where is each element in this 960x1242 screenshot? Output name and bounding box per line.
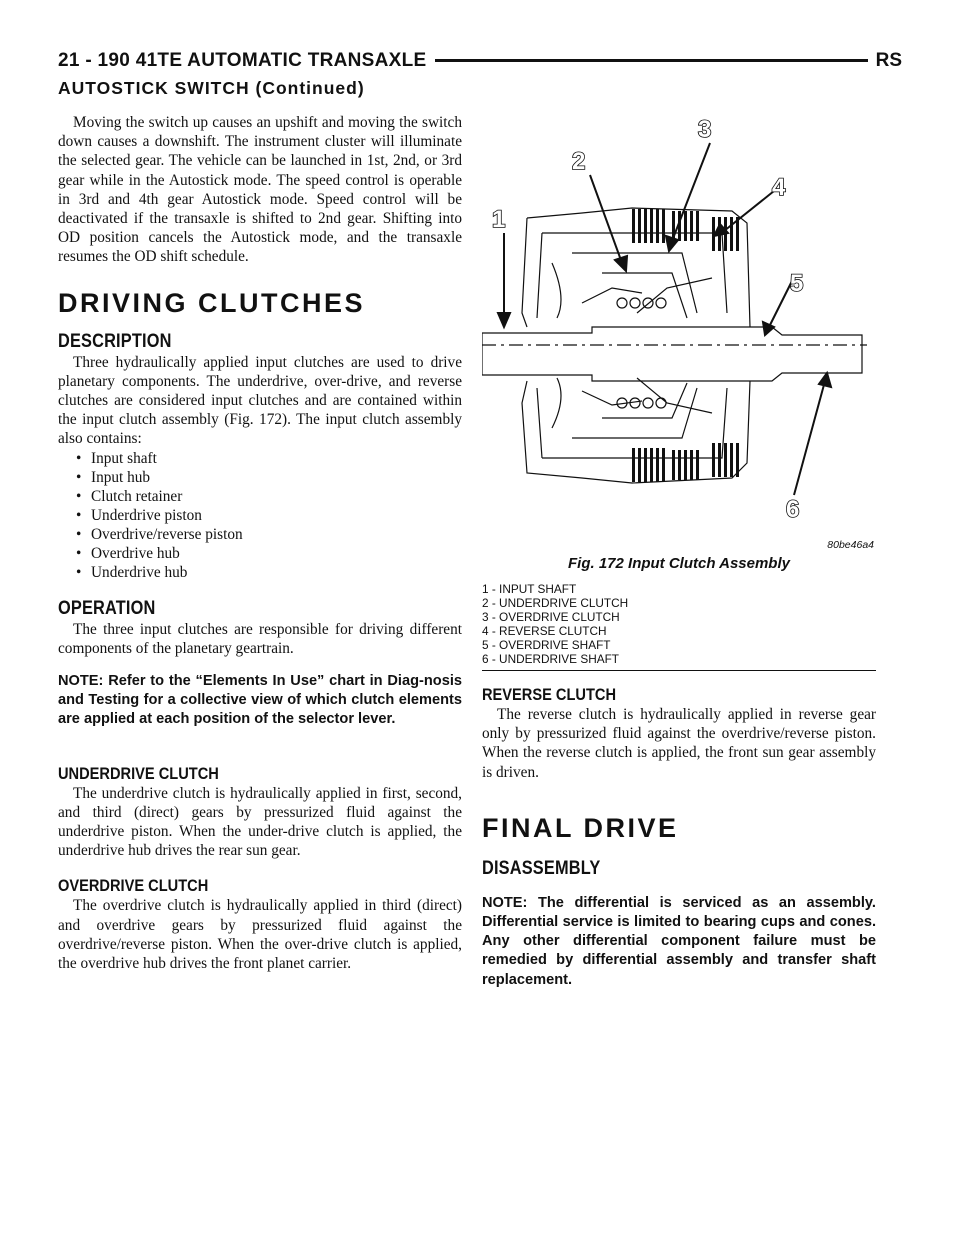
reverse-clutch-heading: REVERSE CLUTCH [482,685,617,704]
operation-paragraph: The three input clutches are responsible for driving different components of the planetary geartrain. [58,620,462,657]
list-item: • Input hub [76,468,151,486]
legend-item: 1 - INPUT SHAFT [482,582,577,596]
description-paragraph: Three hydraulically applied input clutches are used to drive planetary components. The underdrive, over-drive, and reverse clutches are considered input clutches and are contained within the input clutch assembly (Fig. 172). The input clutch assembly also contains: [58,353,462,448]
underdrive-clutch-heading: UNDERDRIVE CLUTCH [58,763,219,783]
callout-4: 4 [772,174,786,201]
figure-code: 80be46a4 [827,539,874,551]
callout-5: 5 [790,270,804,297]
disassembly-heading: DISASSEMBLY [482,857,601,879]
legend-item: 6 - UNDERDRIVE SHAFT [482,652,619,666]
list-item: • Input shaft [76,449,157,467]
autostick-paragraph: Moving the switch up causes an upshift and moving the switch down causes a downshift. The instrument cluster will illuminate the selected gear. The vehicle can be launched in 1st, 2nd, or 3rd gear while in the Autostick mode. The speed control is operable in 3rd and 4th gear Autostick mode. Speed control will be deactivated if the transaxle is shifted to 2nd gear. Shifting into OD position cancels the Autostick mode, and the transaxle resumes the OD shift schedule. [58,114,462,266]
legend-item: 5 - OVERDRIVE SHAFT [482,638,611,652]
callout-6: 6 [786,496,800,523]
page-header [58,50,902,74]
page-number-title: 21 - 190 41TE AUTOMATIC TRANSAXLE [58,50,435,72]
section-title-final-drive: FINAL DRIVE [482,812,679,843]
figure-legend [482,582,876,671]
underdrive-paragraph: The underdrive clutch is hydraulically applied in first, second, and third (direct) gears by pressurized fluid against the underdrive piston. When the under-drive clutch is applied, the underdrive hub drives the rear sun gear. [58,784,462,860]
legend-item: 4 - REVERSE CLUTCH [482,624,607,638]
input-clutch-figure [482,113,876,553]
legend-item: 2 - UNDERDRIVE CLUTCH [482,596,629,610]
list-item: • Clutch retainer [76,487,183,505]
operation-heading: OPERATION [58,597,156,619]
right-column [482,113,876,990]
overdrive-paragraph: The overdrive clutch is hydraulically applied in third (direct) and overdrive gears by pressurized fluid against the overdrive/reverse piston. When the over-drive clutch is applied, the overdrive hub drives the front planet carrier. [58,897,462,973]
left-column [58,113,462,973]
list-item: • Underdrive hub [76,563,188,581]
list-item: • Overdrive/reverse piston [76,525,243,543]
figure-caption: Fig. 172 Input Clutch Assembly [568,555,790,572]
callout-3: 3 [698,116,712,143]
reverse-paragraph: The reverse clutch is hydraulically applied in reverse gear only by pressurized fluid against the overdrive/reverse piston. When the reverse clutch is applied, the front sun gear assembly is driven. [482,706,876,781]
legend-item: 3 - OVERDRIVE CLUTCH [482,610,620,624]
continued-heading: AUTOSTICK SWITCH (Continued) [58,78,365,98]
contents-list [58,449,462,582]
overdrive-clutch-heading: OVERDRIVE CLUTCH [58,876,209,896]
list-item: • Underdrive piston [76,506,202,524]
section-title-driving-clutches: DRIVING CLUTCHES [58,287,366,318]
model-code: RS [868,50,902,72]
operation-note: NOTE: Refer to the “Elements In Use” chart in Diag-nosis and Testing for a collective view of which clutch elements are applied at each position of the selector lever. [58,673,462,728]
disassembly-note: NOTE: The differential is serviced as an assembly. Differential service is limited to bearing cups and cones. Any other differential component failure must be remedied by differential assembly and transfer shaft replacement. [482,894,876,988]
callout-2: 2 [572,148,586,175]
list-item: • Overdrive hub [76,544,180,562]
description-heading: DESCRIPTION [58,330,172,352]
callout-1: 1 [492,206,506,233]
input-clutch-illustration [482,113,876,553]
